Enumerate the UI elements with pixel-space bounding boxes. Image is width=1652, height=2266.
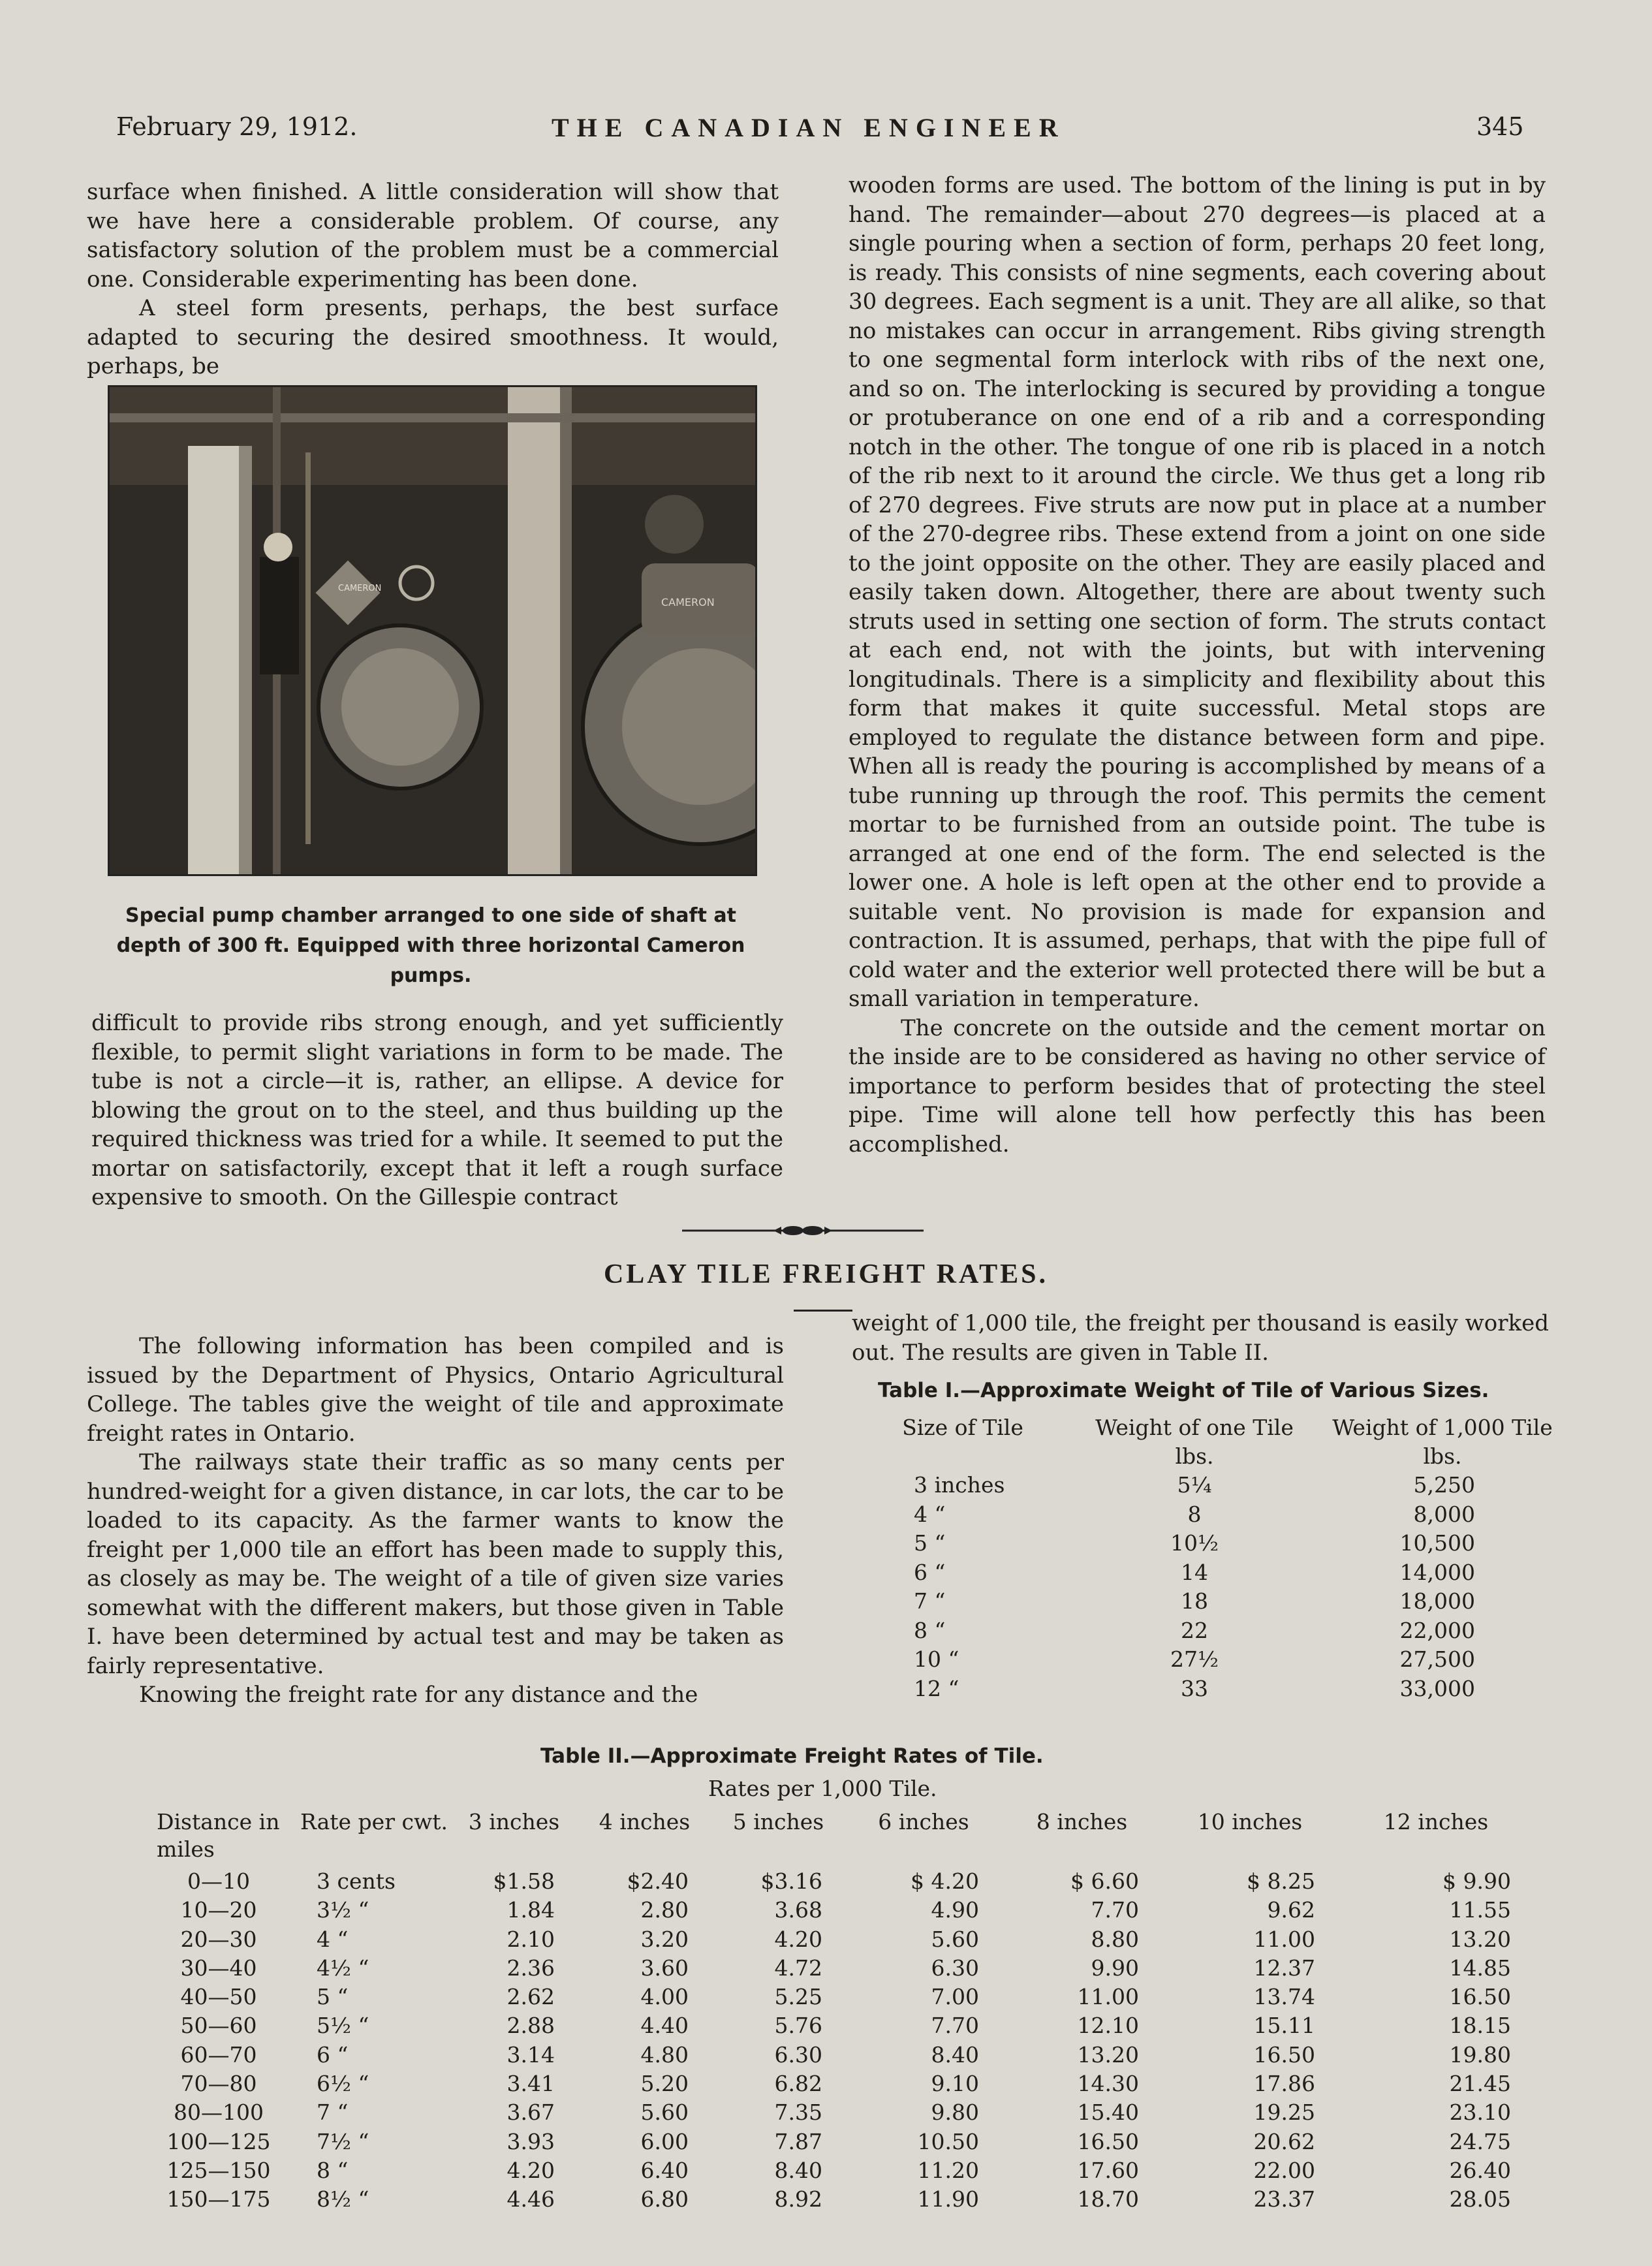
table1-cell: 8,000 (1413, 1501, 1475, 1527)
table2-row (157, 2128, 1534, 2156)
table2-header-row (157, 1808, 1534, 1867)
table2-cell: 5.76 (774, 2013, 822, 2039)
paragraph: surface when finished. A little consideration will show that we have here a considerable problem. Of course, any satisfactory solution of the problem must be a commercial one. Considerable experimenting has been done. (87, 179, 779, 292)
table2-cell: 100—125 (166, 2128, 271, 2154)
table2-cell: 1.84 (507, 1897, 555, 1923)
table2-cell: 11.90 (917, 2186, 979, 2212)
table2-caption: Table II.—Approximate Freight Rates of Tile. (540, 1744, 1044, 1768)
table1-row (868, 1587, 1553, 1616)
table2-cell: 3.14 (507, 2041, 555, 2068)
table1-header: Weight of 1,000 Tile (1332, 1415, 1553, 1440)
table2-cell: 3 cents (317, 1868, 396, 1894)
table2-cell: 4½ “ (317, 1955, 369, 1981)
table1-row (868, 1471, 1553, 1500)
table2-cell: 7 “ (317, 2100, 349, 2126)
table2-cell: $1.58 (493, 1868, 555, 1894)
paragraph: weight of 1,000 tile, the freight per thousand is easily worked out. The results are given in Table II. (852, 1310, 1549, 1366)
table2-cell: 15.40 (1077, 2100, 1139, 2126)
table2-cell: 2.62 (507, 1984, 555, 2010)
table2-cell: $ 8.25 (1247, 1868, 1315, 1894)
table2-cell: 0—10 (187, 1868, 250, 1894)
table1-cell: 27½ (1170, 1646, 1219, 1672)
table1-cell: 5¼ (1177, 1472, 1212, 1498)
table2-cell: 17.60 (1077, 2157, 1139, 2183)
paragraph: wooden forms are used. The bottom of the lining is put in by hand. The remainder—about 270 degrees—is placed at a single pouring when a section of form, perhaps 20 feet long, is ready. This consists of nine segments, each covering about 30 degrees. Each segment is a unit. They are all alike, so that no mistakes can occur in arrangement. Ribs giving strength to one segmental form interlock with ribs of the next one, and so on. The interlocking is secured by providing a tongue or protuberance on one end of a rib and a corresponding notch in the other. The tongue of one rib is placed in a notch of the rib next to it around the circle. We thus get a long rib of 270 degrees. Five struts are now put in place at a number of the 270-degree ribs. These extend from a joint on one side to the joint opposite on the other. They are easily placed and easily taken down. Altogether, there are about twenty such struts used in setting one section of form. The struts contact at each end, not with the joints, but with intervening longitudinals. There is a simplicity and flexibility about this form that makes it quite successful. Metal stops are employed to regulate the distance between form and pipe. When all is ready the pouring is accomplished by means of a tube running up through the roof. This permits the cement mortar to be furnished from an outside point. The tube is arranged at one end of the form. The end selected is the lower one. A hole is left open at the other end to provide a suitable vent. No provision is made for expansion and contraction. It is assumed, perhaps, that with the pipe full of cold water and the exterior well protected there will be but a small variation in temperature. (849, 172, 1546, 1012)
table2-cell: 5.20 (640, 2071, 689, 2097)
table2-cell: 17.86 (1253, 2071, 1315, 2097)
table2-cell: 5.60 (640, 2100, 689, 2126)
table2-header: 8 inches (1036, 1809, 1128, 1834)
table2-cell: 13.20 (1449, 1926, 1511, 1952)
table2-cell: 3.20 (640, 1926, 689, 1952)
table2-cell: 6.82 (774, 2071, 822, 2097)
table2-cell: 13.20 (1077, 2041, 1139, 2068)
table2-cell: 2.88 (507, 2013, 555, 2039)
table2-cell: 4.80 (640, 2041, 689, 2068)
table2-row (157, 2185, 1534, 2214)
table2-cell: 19.80 (1449, 2041, 1511, 2068)
table2-cell: 14.30 (1077, 2071, 1139, 2097)
table2-row (157, 1896, 1534, 1925)
table1-row (868, 1675, 1553, 1704)
table2-cell: 7.87 (774, 2128, 822, 2154)
pump-chamber-photo (108, 385, 757, 876)
page-number: 345 (1476, 112, 1524, 141)
table2-cell: 11.55 (1449, 1897, 1511, 1923)
table2-cell: 3.60 (640, 1955, 689, 1981)
table1-unit (868, 1442, 1057, 1471)
table2-cell: 40—50 (180, 1984, 257, 2010)
table2-cell: 70—80 (180, 2071, 257, 2097)
table1-cell: 5 “ (914, 1530, 946, 1556)
table2-cell: 16.50 (1449, 1984, 1511, 2010)
table1-cell: 8 (1187, 1501, 1202, 1527)
table2-cell: 24.75 (1449, 2128, 1511, 2154)
table1-header: Weight of one Tile (1095, 1415, 1294, 1440)
table2-cell: 5.60 (931, 1926, 979, 1952)
ornament-divider (682, 1221, 924, 1240)
paragraph: Knowing the freight rate for any distance and the (139, 1682, 698, 1708)
paragraph: The railways state their traffic as so many cents per hundred-weight for a given distance, in car lots, the car to be loaded to its capacity. As the farmer wants to know the freight per 1,000 tile an effort has been made to supply this, as closely as may be. The weight of a tile of given size varies somewhat with the different makers, but those given in Table I. have been determined by actual test and may be taken as fairly representative. (87, 1449, 784, 1679)
photo-label: CAMERON (338, 584, 382, 593)
table2-cell: 20—30 (180, 1926, 257, 1952)
table2-cell: 9.90 (1091, 1955, 1139, 1981)
table1-row (868, 1500, 1553, 1530)
table2-cell: 6.80 (640, 2186, 689, 2212)
table2-cell: 4.40 (640, 2013, 689, 2039)
table2-cell: 5½ “ (317, 2013, 369, 2039)
table1-unit: lbs. (1175, 1443, 1214, 1469)
table1-body (868, 1471, 1553, 1703)
paragraph: The following information has been compiled and is issued by the Department of Physics, Ontario Agricultural College. The tables give the weight of tile and approximate freight rates in Ontario. (87, 1333, 784, 1447)
table2-cell: 8½ “ (317, 2186, 369, 2212)
table2-cell: 8.40 (774, 2157, 822, 2183)
table1-cell: 33 (1181, 1675, 1208, 1701)
table1-cell: 33,000 (1399, 1675, 1475, 1701)
table1-units-row (868, 1442, 1553, 1471)
table1-header-row (868, 1413, 1553, 1442)
table1-cell: 14 (1181, 1559, 1208, 1585)
table2-cell: 26.40 (1449, 2157, 1511, 2183)
table1-cell: 18,000 (1399, 1588, 1475, 1614)
table2-cell: 16.50 (1077, 2128, 1139, 2154)
table2-cell: 2.36 (507, 1955, 555, 1981)
table2-row (157, 1867, 1534, 1896)
table2-row (157, 2098, 1534, 2127)
table2-cell: 7.35 (774, 2100, 822, 2126)
article-left-top (87, 178, 779, 381)
table2-cell: 6 “ (317, 2041, 349, 2068)
table2-cell: 5.25 (774, 1984, 822, 2010)
table2-cell: 3½ “ (317, 1897, 369, 1923)
table2-cell: 6½ “ (317, 2071, 369, 2097)
table2-header: 12 inches (1383, 1809, 1489, 1834)
table1-cell: 22 (1181, 1617, 1208, 1643)
table2-row (157, 1925, 1534, 1954)
table2-header: 10 inches (1197, 1809, 1303, 1834)
table2-subcaption: Rates per 1,000 Tile. (708, 1776, 937, 1801)
paragraph: The concrete on the outside and the cement mortar on the inside are to be considered as having no other service of importance to perform besides that of protecting the steel pipe. Time will alone tell how perfectly this has been accomplished. (849, 1015, 1546, 1157)
table1-cell: 8 “ (914, 1617, 946, 1643)
table2-cell: 7.70 (1091, 1897, 1139, 1923)
table2-row (157, 1954, 1534, 1983)
table1-row (868, 1616, 1553, 1646)
table2-cell: 2.80 (640, 1897, 689, 1923)
table2-cell: 4.46 (507, 2186, 555, 2212)
table2-cell: 2.10 (507, 1926, 555, 1952)
table1-cell: 10½ (1170, 1530, 1219, 1556)
table2-body (157, 1867, 1534, 2214)
table1-cell: 5,250 (1413, 1472, 1475, 1498)
table1-row (868, 1558, 1553, 1588)
table2-cell: 13.74 (1253, 1984, 1315, 2010)
table2-cell: 11.00 (1077, 1984, 1139, 2010)
table2-cell: 11.00 (1253, 1926, 1315, 1952)
table2-cell: $ 4.20 (911, 1868, 979, 1894)
table2-cell: 5 “ (317, 1984, 349, 2010)
table2-cell: 7.70 (931, 2013, 979, 2039)
table2-row (157, 1983, 1534, 2011)
table2-cell: 6.00 (640, 2128, 689, 2154)
table2-cell: 6.30 (931, 1955, 979, 1981)
table1-cell: 3 inches (914, 1472, 1005, 1498)
table2-header: 6 inches (878, 1809, 969, 1834)
table2-cell: 14.85 (1449, 1955, 1511, 1981)
section-title: CLAY TILE FREIGHT RATES. (603, 1259, 1049, 1289)
table2-freight-rates (157, 1808, 1534, 2214)
table1-cell: 10 “ (914, 1646, 959, 1672)
table2-cell: 18.15 (1449, 2013, 1511, 2039)
table2-cell: 3.68 (774, 1897, 822, 1923)
issue-date: February 29, 1912. (116, 112, 358, 141)
table2-header: Rate per cwt. (300, 1809, 448, 1834)
table2-cell: 4.90 (931, 1897, 979, 1923)
table2-cell: 80—100 (174, 2100, 264, 2126)
table1-unit: lbs. (1423, 1443, 1462, 1469)
table2-row (157, 2069, 1534, 2098)
table1-cell: 27,500 (1399, 1646, 1475, 1672)
table2-cell: 18.70 (1077, 2186, 1139, 2212)
table2-cell: 21.45 (1449, 2071, 1511, 2097)
table2-cell: $2.40 (627, 1868, 689, 1894)
table2-header: 5 inches (732, 1809, 824, 1834)
table2-cell: 15.11 (1253, 2013, 1315, 2039)
table2-cell: 4 “ (317, 1926, 349, 1952)
table1-cell: 14,000 (1399, 1559, 1475, 1585)
table2-cell: 50—60 (180, 2013, 257, 2039)
table1-cell: 12 “ (914, 1675, 959, 1701)
table2-cell: 6.30 (774, 2041, 822, 2068)
table1-cell: 4 “ (914, 1501, 946, 1527)
table1-cell: 22,000 (1399, 1617, 1475, 1643)
table2-header: 3 inches (468, 1809, 560, 1834)
title-rule (794, 1310, 852, 1312)
table2-cell: 20.62 (1253, 2128, 1315, 2154)
table1-row (868, 1529, 1553, 1558)
table2-cell: 8.92 (774, 2186, 822, 2212)
table2-cell: 28.05 (1449, 2186, 1511, 2212)
table2-cell: 4.20 (774, 1926, 822, 1952)
table2-cell: 12.37 (1253, 1955, 1315, 1981)
table2-cell: 8.80 (1091, 1926, 1139, 1952)
table1-cell: 6 “ (914, 1559, 946, 1585)
table2-cell: 30—40 (180, 1955, 257, 1981)
table2-cell: 8 “ (317, 2157, 349, 2183)
table2-cell: 60—70 (180, 2041, 257, 2068)
table2-cell: 7.00 (931, 1984, 979, 2010)
table1-caption: Table I.—Approximate Weight of Tile of Various Sizes. (878, 1379, 1489, 1402)
pump-chamber-illustration (110, 387, 755, 874)
table1-tile-weights (868, 1413, 1553, 1703)
table2-cell: 19.25 (1253, 2100, 1315, 2126)
table2-cell: 4.00 (640, 1984, 689, 2010)
table2-row (157, 2011, 1534, 2040)
table1-cell: 7 “ (914, 1588, 946, 1614)
photo-label: CAMERON (661, 596, 715, 608)
table2-cell: 10.50 (917, 2128, 979, 2154)
table2-row (157, 2041, 1534, 2069)
paragraph: difficult to provide ribs strong enough, and yet sufficiently flexible, to permit slight variations in form to be made. The tube is not a circle—it is, rather, an ellipse. A device for blowing the grout on to the steel, and thus building up the required thickness was tried for a while. It seemed to put the mortar on satisfactorily, except that it left a rough surface expensive to smooth. On the Gillespie contract (91, 1010, 783, 1210)
article-right-column (849, 171, 1546, 1159)
table2-cell: 16.50 (1253, 2041, 1315, 2068)
table1-cell: 10,500 (1399, 1530, 1475, 1556)
table2-cell: 9.62 (1267, 1897, 1315, 1923)
table1-row (868, 1645, 1553, 1675)
table2-cell: 10—20 (180, 1897, 257, 1923)
table2-cell: 23.37 (1253, 2186, 1315, 2212)
paragraph: A steel form presents, perhaps, the best surface adapted to securing the desired smoothness. It would, perhaps, be (87, 295, 779, 379)
journal-title: THE CANADIAN ENGINEER (552, 113, 1066, 142)
table2-cell: 9.10 (931, 2071, 979, 2097)
article-left-bottom (91, 1009, 783, 1212)
table2-header: 4 inches (599, 1809, 691, 1834)
table2-cell: 4.72 (774, 1955, 822, 1981)
table2-cell: 3.93 (507, 2128, 555, 2154)
table1-header: Size of Tile (902, 1415, 1023, 1440)
table2-cell: 9.80 (931, 2100, 979, 2126)
table2-cell: 3.67 (507, 2100, 555, 2126)
table2-cell: 8.40 (931, 2041, 979, 2068)
table1-cell: 18 (1181, 1588, 1208, 1614)
table2-row (157, 2156, 1534, 2185)
table2-cell: 7½ “ (317, 2128, 369, 2154)
table2-cell: 6.40 (640, 2157, 689, 2183)
table2-cell: $3.16 (760, 1868, 822, 1894)
table2-cell: 23.10 (1449, 2100, 1511, 2126)
table2-cell: 3.41 (507, 2071, 555, 2097)
table2-cell: 125—150 (166, 2157, 271, 2183)
table2-cell: $ 6.60 (1070, 1868, 1139, 1894)
article2-right-column (852, 1309, 1549, 1367)
table2-cell: 11.20 (917, 2157, 979, 2183)
table2-cell: 4.20 (507, 2157, 555, 2183)
table2-header: Distance in miles (157, 1809, 280, 1862)
table2-cell: $ 9.90 (1442, 1868, 1511, 1894)
table2-cell: 22.00 (1253, 2157, 1315, 2183)
table2-cell: 150—175 (166, 2186, 271, 2212)
article2-left-column (87, 1332, 784, 1710)
photo-caption: Special pump chamber arranged to one side of shaft at depth of 300 ft. Equipped with three horizontal Cameron pumps. (116, 904, 745, 987)
table2-cell: 12.10 (1077, 2013, 1139, 2039)
